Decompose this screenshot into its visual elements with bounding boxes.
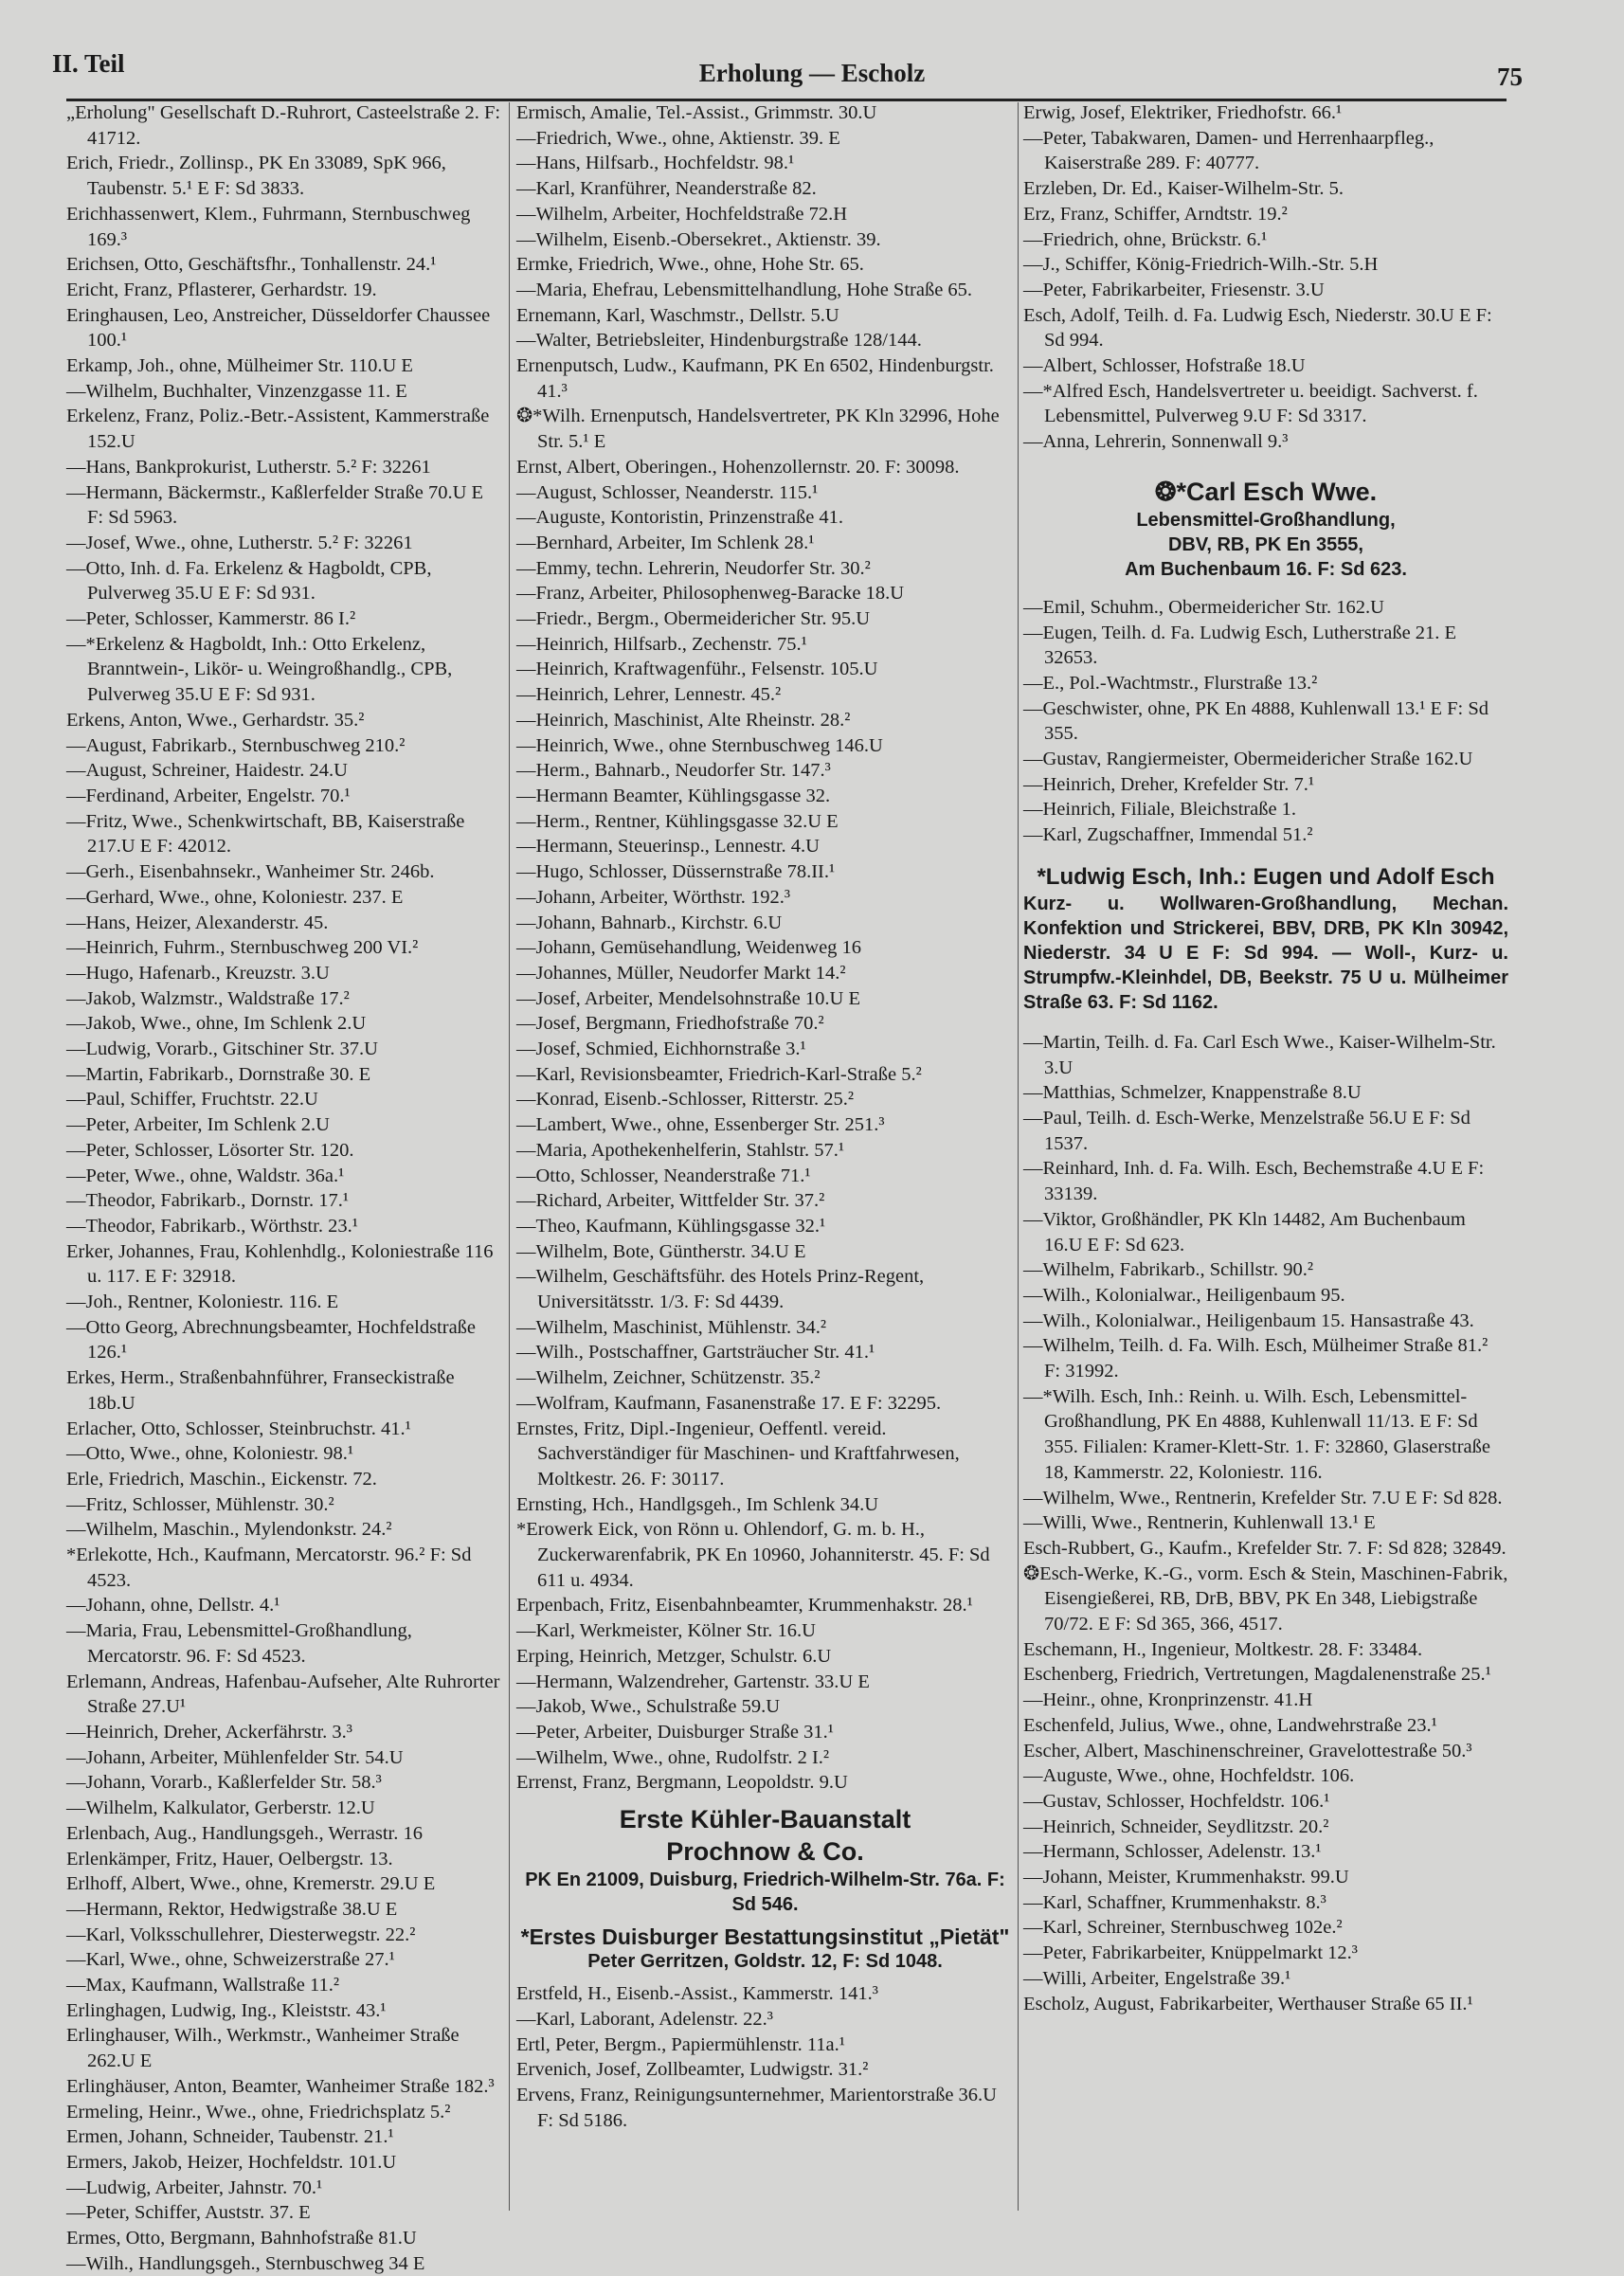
directory-entry: —Wilh., Kolonialwar., Heiligenbaum 95. bbox=[1023, 1284, 1345, 1306]
directory-entry: Erichhassenwert, Klem., Fuhrmann, Sternbuschweg 169.³ bbox=[66, 203, 471, 250]
directory-entry: —Hermann, Walzendreher, Gartenstr. 33.U E bbox=[516, 1671, 870, 1692]
directory-entry: —Johann, Bahnarb., Kirchstr. 6.U bbox=[516, 912, 783, 933]
directory-entry: —Wilhelm, Fabrikarb., Schillstr. 90.² bbox=[1023, 1259, 1313, 1281]
directory-entry: —Hermann, Schlosser, Adelenstr. 13.¹ bbox=[1023, 1841, 1322, 1863]
directory-entry: —Fritz, Schlosser, Mühlenstr. 30.² bbox=[66, 1493, 334, 1515]
directory-entry: —Joh., Rentner, Koloniestr. 116. E bbox=[66, 1292, 339, 1313]
directory-entry: Esch-Rubbert, G., Kaufm., Krefelder Str. 7. F: Sd 828; 32849. bbox=[1023, 1537, 1507, 1559]
directory-entry: —Peter, Fabrikarbeiter, Knüppelmarkt 12.³ bbox=[1023, 1942, 1358, 1964]
directory-entry: —Gustav, Rangiermeister, Obermeidericher Straße 162.U bbox=[1023, 749, 1473, 770]
directory-entry: —Martin, Teilh. d. Fa. Carl Esch Wwe., Kaiser-Wilhelm-Str. 3.U bbox=[1023, 1031, 1496, 1078]
directory-entry: Ernemann, Karl, Waschmstr., Dellstr. 5.U bbox=[516, 304, 839, 326]
directory-entry: Erlhoff, Albert, Wwe., ohne, Kremerstr. 29.U E bbox=[66, 1873, 436, 1895]
directory-entry: —Wilhelm, Bote, Güntherstr. 34.U E bbox=[516, 1240, 806, 1262]
directory-entry: Ermke, Friedrich, Wwe., ohne, Hohe Str. 65. bbox=[516, 254, 864, 276]
directory-entry: —Wilhelm, Eisenb.-Obersekret., Aktienstr. 39. bbox=[516, 228, 881, 250]
entry-list bbox=[516, 1981, 1014, 2133]
directory-entry: —August, Fabrikarb., Sternbuschweg 210.² bbox=[66, 734, 406, 756]
directory-entry: —Gerh., Eisenbahnsekr., Wanheimer Str. 246b. bbox=[66, 861, 435, 883]
directory-entry: —Johann, Meister, Krummenhakstr. 99.U bbox=[1023, 1867, 1349, 1888]
directory-entry: —Heinrich, Dreher, Krefelder Str. 7.¹ bbox=[1023, 773, 1315, 795]
directory-entry: —Karl, Laborant, Adelenstr. 22.³ bbox=[516, 2008, 773, 2030]
directory-entry: —Peter, Schiffer, Auststr. 37. E bbox=[66, 2202, 311, 2224]
directory-entry: Erz, Franz, Schiffer, Arndtstr. 19.² bbox=[1023, 203, 1288, 225]
directory-entry: —Heinrich, Lehrer, Lennestr. 45.² bbox=[516, 684, 782, 706]
directory-entry: Ermers, Jakob, Heizer, Hochfeldstr. 101.U bbox=[66, 2151, 397, 2173]
ad-name: ❂*Carl Esch Wwe. bbox=[1154, 477, 1378, 506]
directory-entry: —Gustav, Schlosser, Hochfeldstr. 106.¹ bbox=[1023, 1790, 1330, 1812]
directory-entry: Errenst, Franz, Bergmann, Leopoldstr. 9.U bbox=[516, 1772, 848, 1794]
directory-entry: —Wilhelm, Zeichner, Schützenstr. 35.² bbox=[516, 1367, 821, 1389]
directory-entry: Escher, Albert, Maschinenschreiner, Gravelottestraße 50.³ bbox=[1023, 1740, 1472, 1761]
directory-entry: —E., Pol.-Wachtmstr., Flurstraße 13.² bbox=[1023, 672, 1318, 694]
directory-entry: —Friedr., Bergm., Obermeidericher Str. 95.U bbox=[516, 608, 871, 630]
ad-name: Erste Kühler-Bauanstalt bbox=[619, 1805, 911, 1834]
directory-entry: Ermes, Otto, Bergmann, Bahnhofstraße 81.U bbox=[66, 2228, 417, 2249]
directory-entry: —August, Schlosser, Neanderstr. 115.¹ bbox=[516, 481, 819, 503]
directory-entry: —Friedrich, ohne, Brückstr. 6.¹ bbox=[1023, 228, 1268, 250]
directory-entry: —Auguste, Kontoristin, Prinzenstraße 41. bbox=[516, 507, 844, 529]
directory-entry: —Peter, Tabakwaren, Damen- und Herrenhaarpfleg., Kaiserstraße 289. F: 40777. bbox=[1023, 127, 1435, 174]
directory-entry: —Geschwister, ohne, PK En 4888, Kuhlenwall 13.¹ E F: Sd 355. bbox=[1023, 697, 1489, 745]
directory-entry: Erlinghagen, Ludwig, Ing., Kleiststr. 43.¹ bbox=[66, 1999, 387, 2021]
directory-entry: —*Wilh. Esch, Inh.: Reinh. u. Wilh. Esch, Lebensmittel-Großhandlung, PK En 4888, Kuhlenwall 11/13. E F: Sd 355. Filialen: Kramer-Klett-Str. 1. F: 32860, Glaserstraße 18, Kammerstr. 22, Koloniestr. 116. bbox=[1023, 1385, 1490, 1483]
directory-entry: —Jakob, Wwe., ohne, Im Schlenk 2.U bbox=[66, 1013, 367, 1035]
directory-entry: —Richard, Arbeiter, Wittfelder Str. 37.² bbox=[516, 1190, 825, 1212]
directory-entry: —*Alfred Esch, Handelsvertreter u. beeidigt. Sachverst. f. Lebensmittel, Pulverweg 9.U F: Sd 3317. bbox=[1023, 380, 1478, 427]
directory-entry: —Karl, Wwe., ohne, Schweizerstraße 27.¹ bbox=[66, 1949, 395, 1971]
ad-kuehler-bauanstalt bbox=[516, 1803, 1014, 1917]
directory-entry: „Erholung" Gesellschaft D.-Ruhrort, Casteelstraße 2. F: 41712. bbox=[66, 102, 501, 149]
directory-entry: —Wilhelm, Arbeiter, Hochfeldstraße 72.H bbox=[516, 203, 848, 225]
ad-details: Peter Gerritzen, Goldstr. 12, F: Sd 1048. bbox=[587, 1951, 943, 1973]
directory-entry: —Otto, Schlosser, Neanderstraße 71.¹ bbox=[516, 1165, 811, 1186]
directory-entry: ❂Esch-Werke, K.-G., vorm. Esch & Stein, Maschinen-Fabrik, Eisengießerei, RB, DrB, BBV, PK En 348, Liebigstraße 70/72. E F: Sd 365, 366, 4517. bbox=[1023, 1562, 1508, 1635]
directory-entry: Esch, Adolf, Teilh. d. Fa. Ludwig Esch, Niederstr. 30.U E F: Sd 994. bbox=[1023, 304, 1492, 352]
directory-entry: —Johann, Arbeiter, Wörthstr. 192.³ bbox=[516, 886, 791, 908]
entry-list bbox=[1023, 100, 1508, 455]
directory-entry: —Hans, Heizer, Alexanderstr. 45. bbox=[66, 912, 329, 933]
directory-entry: —Fritz, Wwe., Schenkwirtschaft, BB, Kaiserstraße 217.U E F: 42012. bbox=[66, 810, 465, 858]
directory-entry: Ernst, Albert, Oberingen., Hohenzollernstr. 20. F: 30098. bbox=[516, 456, 960, 478]
directory-entry: —Karl, Schreiner, Sternbuschweg 102e.² bbox=[1023, 1917, 1343, 1939]
directory-entry: —Heinrich, Maschinist, Alte Rheinstr. 28.² bbox=[516, 709, 851, 731]
directory-entry: —Emil, Schuhm., Obermeidericher Str. 162.U bbox=[1023, 596, 1384, 618]
directory-entry: Erle, Friedrich, Maschin., Eickenstr. 72. bbox=[66, 1468, 377, 1490]
directory-entry: —Wilh., Postschaffner, Gartsträucher Str. 41.¹ bbox=[516, 1342, 875, 1364]
directory-entry: —Matthias, Schmelzer, Knappenstraße 8.U bbox=[1023, 1082, 1362, 1104]
directory-entry: —Heinrich, Fuhrm., Sternbuschweg 200 VI.² bbox=[66, 937, 419, 959]
directory-entry: Eschenfeld, Julius, Wwe., ohne, Landwehrstraße 23.¹ bbox=[1023, 1714, 1437, 1736]
directory-entry: —Josef, Bergmann, Friedhofstraße 70.² bbox=[516, 1013, 824, 1035]
ad-line: Am Buchenbaum 16. F: Sd 623. bbox=[1125, 558, 1407, 580]
directory-entry: —Heinrich, Filiale, Bleichstraße 1. bbox=[1023, 799, 1297, 821]
directory-entry: —Peter, Fabrikarbeiter, Friesenstr. 3.U bbox=[1023, 279, 1325, 300]
directory-entry: Erkelenz, Franz, Poliz.-Betr.-Assistent, Kammerstraße 152.U bbox=[66, 406, 490, 453]
directory-entry: —Wilhelm, Wwe., ohne, Rudolfstr. 2 I.² bbox=[516, 1746, 830, 1768]
directory-entry: —Wilh., Handlungsgeh., Sternbuschweg 34 E bbox=[66, 2252, 425, 2274]
directory-entry: —Hermann Beamter, Kühlingsgasse 32. bbox=[516, 785, 831, 806]
directory-entry: —Karl, Revisionsbeamter, Friedrich-Karl-Straße 5.² bbox=[516, 1063, 922, 1085]
directory-entry: Eringhausen, Leo, Anstreicher, Düsseldorfer Chaussee 100.¹ bbox=[66, 304, 491, 352]
directory-entry: Erwig, Josef, Elektriker, Friedhofstr. 66.¹ bbox=[1023, 102, 1343, 123]
directory-entry: —Josef, Schmied, Eichhornstraße 3.¹ bbox=[516, 1039, 806, 1060]
directory-entry: Erichsen, Otto, Geschäftsfhr., Tonhallenstr. 24.¹ bbox=[66, 254, 437, 276]
directory-entry: —Franz, Arbeiter, Philosophenweg-Baracke 18.U bbox=[516, 583, 905, 605]
directory-entry: —Willi, Wwe., Rentnerin, Kuhlenwall 13.¹ E bbox=[1023, 1512, 1376, 1534]
directory-entry: —Hans, Bankprokurist, Lutherstr. 5.² F: 32261 bbox=[66, 456, 431, 478]
directory-entry: —Max, Kaufmann, Wallstraße 11.² bbox=[66, 1975, 340, 1996]
ad-company: Prochnow & Co. bbox=[666, 1837, 864, 1867]
directory-entry: —Karl, Werkmeister, Kölner Str. 16.U bbox=[516, 1620, 816, 1642]
part-label: II. Teil bbox=[52, 49, 125, 78]
directory-entry: Ermeling, Heinr., Wwe., ohne, Friedrichsplatz 5.² bbox=[66, 2101, 451, 2122]
entry-list bbox=[1023, 1030, 1508, 2016]
entry-list bbox=[1023, 595, 1508, 848]
directory-entry: —Karl, Volksschullehrer, Diesterwegstr. 22.² bbox=[66, 1924, 416, 1945]
column-3 bbox=[1023, 100, 1508, 2016]
directory-entry: —Wilhelm, Buchhalter, Vinzenzgasse 11. E bbox=[66, 380, 407, 402]
directory-entry: *Erlekotte, Hch., Kaufmann, Mercatorstr. 96.² F: Sd 4523. bbox=[66, 1544, 472, 1591]
directory-entry: —Emmy, techn. Lehrerin, Neudorfer Str. 30.² bbox=[516, 557, 871, 579]
entry-list bbox=[66, 100, 502, 2276]
directory-entry: *Erowerk Eick, von Rönn u. Ohlendorf, G. m. b. H., Zuckerwarenfabrik, PK En 10960, Johanniterstr. 45. F: Sd 611 u. 4934. bbox=[516, 1519, 990, 1591]
directory-entry: ❂*Wilh. Ernenputsch, Handelsvertreter, PK Kln 32996, Hohe Str. 5.¹ E bbox=[516, 406, 1000, 453]
directory-entry: —Gerhard, Wwe., ohne, Koloniestr. 237. E bbox=[66, 886, 404, 908]
directory-entry: —Peter, Schlosser, Lösorter Str. 120. bbox=[66, 1139, 354, 1161]
directory-entry: —Maria, Frau, Lebensmittel-Großhandlung, Mercatorstr. 96. F: Sd 4523. bbox=[66, 1620, 412, 1667]
directory-entry: —Wilhelm, Teilh. d. Fa. Wilh. Esch, Mülheimer Straße 81.² F: 31992. bbox=[1023, 1335, 1489, 1382]
directory-entry: —Hermann, Steuerinsp., Lennestr. 4.U bbox=[516, 836, 820, 858]
directory-entry: —Peter, Schlosser, Kammerstr. 86 I.² bbox=[66, 608, 356, 630]
directory-entry: —Paul, Schiffer, Fruchtstr. 22.U bbox=[66, 1089, 318, 1111]
column-2 bbox=[516, 100, 1014, 2133]
directory-entry: —Otto Georg, Abrechnungsbeamter, Hochfeldstraße 126.¹ bbox=[66, 1316, 477, 1364]
directory-entry: —Willi, Arbeiter, Engelstraße 39.¹ bbox=[1023, 1967, 1291, 1989]
directory-entry: —Johann, Vorarb., Kaßlerfelder Str. 58.³ bbox=[66, 1772, 382, 1794]
directory-entry: —Heinrich, Wwe., ohne Sternbuschweg 146.U bbox=[516, 734, 883, 756]
directory-entry: —Hans, Hilfsarb., Hochfeldstr. 98.¹ bbox=[516, 153, 795, 174]
directory-entry: —Wilhelm, Maschinist, Mühlenstr. 34.² bbox=[516, 1316, 827, 1338]
directory-entry: Ernenputsch, Ludw., Kaufmann, PK En 6502, Hindenburgstr. 41.³ bbox=[516, 355, 994, 402]
directory-entry: —*Erkelenz & Hagboldt, Inh.: Otto Erkelenz, Branntwein-, Likör- u. Weingroßhandlg., CPB, Pulverweg 35.U E F: Sd 931. bbox=[66, 633, 453, 706]
directory-entry: —Herm., Bahnarb., Neudorfer Str. 147.³ bbox=[516, 760, 831, 782]
directory-entry: Eschemann, H., Ingenieur, Moltkestr. 28. F: 33484. bbox=[1023, 1638, 1423, 1660]
directory-entry: —Konrad, Eisenb.-Schlosser, Ritterstr. 25.² bbox=[516, 1089, 855, 1111]
directory-entry: —Hugo, Hafenarb., Kreuzstr. 3.U bbox=[66, 962, 330, 984]
directory-entry: —Theodor, Fabrikarb., Dornstr. 17.¹ bbox=[66, 1190, 349, 1212]
directory-entry: —Peter, Wwe., ohne, Waldstr. 36a.¹ bbox=[66, 1165, 345, 1186]
directory-entry: —Albert, Schlosser, Hofstraße 18.U bbox=[1023, 355, 1306, 377]
directory-entry: —Ferdinand, Arbeiter, Engelstr. 70.¹ bbox=[66, 785, 351, 806]
entry-list bbox=[516, 100, 1014, 1796]
directory-entry: Ervenich, Josef, Zollbeamter, Ludwigstr. 31.² bbox=[516, 2059, 869, 2081]
directory-entry: —Jakob, Wwe., Schulstraße 59.U bbox=[516, 1696, 781, 1718]
directory-entry: Escholz, August, Fabrikarbeiter, Werthauser Straße 65 II.¹ bbox=[1023, 1993, 1473, 2014]
directory-entry: Erkens, Anton, Wwe., Gerhardstr. 35.² bbox=[66, 709, 365, 731]
directory-entry: Ertl, Peter, Bergm., Papiermühlenstr. 11a.¹ bbox=[516, 2033, 845, 2055]
directory-entry: —Johann, Gemüsehandlung, Weidenweg 16 bbox=[516, 937, 862, 959]
directory-entry: —Karl, Kranführer, Neanderstraße 82. bbox=[516, 178, 817, 200]
column-divider bbox=[1018, 102, 1019, 2211]
directory-entry: —Josef, Arbeiter, Mendelsohnstraße 10.U E bbox=[516, 987, 860, 1009]
directory-entry: —Heinrich, Kraftwagenführ., Felsenstr. 105.U bbox=[516, 659, 878, 680]
directory-entry: —Herm., Rentner, Kühlingsgasse 32.U E bbox=[516, 810, 839, 832]
directory-entry: Erlacher, Otto, Schlosser, Steinbruchstr. 41.¹ bbox=[66, 1418, 411, 1439]
directory-entry: —Hermann, Bäckermstr., Kaßlerfelder Straße 70.U E F: Sd 5963. bbox=[66, 481, 484, 529]
directory-entry: —Bernhard, Arbeiter, Im Schlenk 28.¹ bbox=[516, 532, 815, 553]
directory-entry: —Viktor, Großhändler, PK Kln 14482, Am Buchenbaum 16.U E F: Sd 623. bbox=[1023, 1208, 1466, 1255]
directory-entry: Ernsting, Hch., Handlgsgeh., Im Schlenk 34.U bbox=[516, 1493, 879, 1515]
directory-entry: —Auguste, Wwe., ohne, Hochfeldstr. 106. bbox=[1023, 1765, 1355, 1787]
directory-entry: Erlinghauser, Wilh., Werkmstr., Wanheimer Straße 262.U E bbox=[66, 2025, 460, 2072]
directory-entry: Erpenbach, Fritz, Eisenbahnbeamter, Krummenhakstr. 28.¹ bbox=[516, 1595, 973, 1617]
directory-entry: —Hermann, Rektor, Hedwigstraße 38.U E bbox=[66, 1898, 398, 1920]
directory-entry: —Wilhelm, Geschäftsführ. des Hotels Prinz-Regent, Universitätsstr. 1/3. F: Sd 4439. bbox=[516, 1266, 925, 1313]
ad-carl-esch bbox=[1023, 476, 1508, 582]
directory-entry: Erzleben, Dr. Ed., Kaiser-Wilhelm-Str. 5. bbox=[1023, 178, 1344, 200]
directory-entry: Ermen, Johann, Schneider, Taubenstr. 21.¹ bbox=[66, 2126, 394, 2148]
directory-entry: —Lambert, Wwe., ohne, Essenberger Str. 251.³ bbox=[516, 1114, 885, 1136]
directory-entry: Erping, Heinrich, Metzger, Schulstr. 6.U bbox=[516, 1645, 832, 1667]
page-title: Erholung — Escholz bbox=[698, 59, 926, 87]
directory-entry: Erlenkämper, Fritz, Hauer, Oelbergstr. 13. bbox=[66, 1848, 393, 1870]
directory-entry: Ermisch, Amalie, Tel.-Assist., Grimmstr. 30.U bbox=[516, 102, 877, 123]
directory-entry: —Eugen, Teilh. d. Fa. Ludwig Esch, Lutherstraße 21. E 32653. bbox=[1023, 622, 1457, 669]
directory-entry: Erstfeld, H., Eisenb.-Assist., Kammerstr. 141.³ bbox=[516, 1983, 878, 2005]
directory-entry: —Otto, Inh. d. Fa. Erkelenz & Hagboldt, CPB, Pulverweg 35.U E F: Sd 931. bbox=[66, 557, 432, 605]
ad-line: Lebensmittel-Großhandlung, bbox=[1136, 509, 1396, 531]
directory-entry: Erkes, Herm., Straßenbahnführer, Franseckistraße 18b.U bbox=[66, 1367, 455, 1414]
directory-entry: —Heinr., ohne, Kronprinzenstr. 41.H bbox=[1023, 1689, 1313, 1711]
directory-entry: —Maria, Apothekenhelferin, Stahlstr. 57.¹ bbox=[516, 1139, 845, 1161]
directory-entry: —Theodor, Fabrikarb., Wörthstr. 23.¹ bbox=[66, 1215, 358, 1237]
directory-entry: —Maria, Ehefrau, Lebensmittelhandlung, Hohe Straße 65. bbox=[516, 279, 973, 300]
ad-ludwig-esch bbox=[1023, 863, 1508, 1015]
directory-entry: —Wilhelm, Kalkulator, Gerberstr. 12.U bbox=[66, 1797, 375, 1819]
directory-entry: Erlinghäuser, Anton, Beamter, Wanheimer Straße 182.³ bbox=[66, 2075, 495, 2097]
directory-entry: —Wilhelm, Wwe., Rentnerin, Krefelder Str. 7.U E F: Sd 828. bbox=[1023, 1487, 1503, 1508]
directory-entry: —Wolfram, Kaufmann, Fasanenstraße 17. E F: 32295. bbox=[516, 1392, 942, 1414]
directory-entry: —Heinrich, Schneider, Seydlitzstr. 20.² bbox=[1023, 1815, 1329, 1837]
directory-entry: —Karl, Zugschaffner, Immendal 51.² bbox=[1023, 824, 1313, 846]
ad-details: Kurz- u. Wollwaren-Großhandlung, Mechan. Konfektion und Strickerei, BBV, DRB, PK Kln 30942, Niederstr. 34 U E F: Sd 994. — Woll-, Kurz- u. Strumpfw.-Kleinhdel, DB, Beekstr. 75 U u. Mülheimer Straße 63. F: Sd 1162. bbox=[1023, 893, 1508, 1013]
directory-entry: Ernstes, Fritz, Dipl.-Ingenieur, Oeffentl. vereid. Sachverständiger für Maschinen- und Kraftfahrwesen, Moltkestr. 26. F: 30117. bbox=[516, 1418, 960, 1490]
directory-entry: —Ludwig, Vorarb., Gitschiner Str. 37.U bbox=[66, 1039, 378, 1060]
directory-entry: —Friedrich, Wwe., ohne, Aktienstr. 39. E bbox=[516, 127, 840, 149]
directory-entry: —Hugo, Schlosser, Düssernstraße 78.II.¹ bbox=[516, 861, 836, 883]
ad-line: DBV, RB, PK En 3555, bbox=[1167, 533, 1363, 555]
page-number: 75 bbox=[1497, 63, 1523, 91]
directory-entry: —Wilh., Kolonialwar., Heiligenbaum 15. Hansastraße 43. bbox=[1023, 1310, 1474, 1331]
column-divider bbox=[509, 102, 510, 2211]
directory-entry: —Peter, Arbeiter, Im Schlenk 2.U bbox=[66, 1114, 330, 1136]
directory-entry: —Theo, Kaufmann, Kühlingsgasse 32.¹ bbox=[516, 1215, 826, 1237]
directory-entry: —Reinhard, Inh. d. Fa. Wilh. Esch, Bechemstraße 4.U E F: 33139. bbox=[1023, 1158, 1485, 1205]
ad-name: *Erstes Duisburger Bestattungsinstitut „Pietät" bbox=[520, 1924, 1010, 1950]
directory-entry: —Johann, Arbeiter, Mühlenfelder Str. 54.U bbox=[66, 1746, 404, 1768]
directory-entry: —Otto, Wwe., ohne, Koloniestr. 98.¹ bbox=[66, 1443, 353, 1465]
directory-entry: —Martin, Fabrikarb., Dornstraße 30. E bbox=[66, 1063, 371, 1085]
directory-entry: —Walter, Betriebsleiter, Hindenburgstraße 128/144. bbox=[516, 330, 922, 352]
column-1 bbox=[66, 100, 502, 2276]
directory-entry: Erlenbach, Aug., Handlungsgeh., Werrastr. 16 bbox=[66, 1822, 423, 1844]
directory-entry: —Jakob, Walzmstr., Waldstraße 17.² bbox=[66, 987, 350, 1009]
ad-pietaet bbox=[516, 1924, 1014, 1974]
directory-entry: —Paul, Teilh. d. Esch-Werke, Menzelstraße 56.U E F: Sd 1537. bbox=[1023, 1107, 1471, 1154]
directory-entry: —Peter, Arbeiter, Duisburger Straße 31.¹ bbox=[516, 1722, 834, 1743]
directory-entry: —August, Schreiner, Haidestr. 24.U bbox=[66, 760, 348, 782]
directory-entry: —Heinrich, Dreher, Ackerfährstr. 3.³ bbox=[66, 1722, 352, 1743]
directory-entry: —Johannes, Müller, Neudorfer Markt 14.² bbox=[516, 962, 846, 984]
directory-entry: —Johann, ohne, Dellstr. 4.¹ bbox=[66, 1595, 280, 1617]
directory-entry: Erkamp, Joh., ohne, Mülheimer Str. 110.U E bbox=[66, 355, 413, 377]
ad-name: *Ludwig Esch, Inh.: Eugen und Adolf Esch bbox=[1037, 863, 1495, 890]
directory-entry: —Anna, Lehrerin, Sonnenwall 9.³ bbox=[1023, 431, 1289, 453]
directory-entry: —Karl, Schaffner, Krummenhakstr. 8.³ bbox=[1023, 1891, 1326, 1913]
directory-entry: Eschenberg, Friedrich, Vertretungen, Magdalenenstraße 25.¹ bbox=[1023, 1664, 1491, 1686]
directory-entry: Erich, Friedr., Zollinsp., PK En 33089, SpK 966, Taubenstr. 5.¹ E F: Sd 3833. bbox=[66, 153, 446, 200]
directory-entry: —Ludwig, Arbeiter, Jahnstr. 70.¹ bbox=[66, 2177, 323, 2198]
directory-entry: —Josef, Wwe., ohne, Lutherstr. 5.² F: 32261 bbox=[66, 532, 413, 553]
directory-entry: Erker, Johannes, Frau, Kohlenhdlg., Koloniestraße 116 u. 117. E F: 32918. bbox=[66, 1240, 494, 1288]
directory-entry: —J., Schiffer, König-Friedrich-Wilh.-Str. 5.H bbox=[1023, 254, 1379, 276]
directory-entry: Ervens, Franz, Reinigungsunternehmer, Marientorstraße 36.U F: Sd 5186. bbox=[516, 2084, 997, 2131]
directory-entry: —Heinrich, Hilfsarb., Zechenstr. 75.¹ bbox=[516, 633, 807, 655]
directory-entry: Erlemann, Andreas, Hafenbau-Aufseher, Alte Ruhrorter Straße 27.U¹ bbox=[66, 1671, 500, 1718]
directory-entry: —Wilhelm, Maschin., Mylendonkstr. 24.² bbox=[66, 1519, 392, 1541]
ad-details: PK En 21009, Duisburg, Friedrich-Wilhelm-Str. 76a. F: Sd 546. bbox=[525, 1870, 1005, 1916]
directory-entry: Ericht, Franz, Pflasterer, Gerhardstr. 19. bbox=[66, 279, 377, 300]
